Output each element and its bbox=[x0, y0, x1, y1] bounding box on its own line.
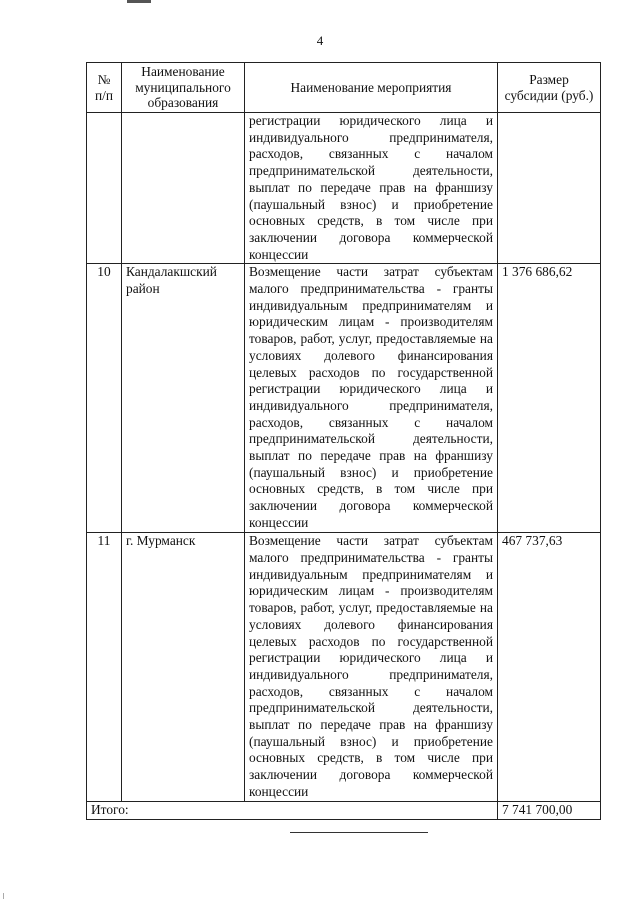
header-amount: Размер субсидии (руб.) bbox=[498, 63, 601, 113]
table-header-row bbox=[87, 63, 601, 113]
scan-mark bbox=[3, 893, 8, 899]
row-activity: Возмещение части затрат субъектам малого предпринимательства - гранты индивидуальным предпринимателям и юридическим лицам - производителям товаров, работ, услуг, предоставляемые на условиях долевого финансирования целевых расходов по государственной регистрации юридического лица и индивидуального предпринимателя, расходов, связанных с началом предпринимательской деятельности, выплат по передаче прав на франшизу (паушальный взнос) и приобретение основных средств, в том числе при заключении договора коммерческой концессии bbox=[245, 533, 498, 802]
row-amount bbox=[498, 113, 601, 264]
table-row bbox=[87, 264, 601, 533]
end-divider bbox=[290, 832, 428, 833]
row-municipality bbox=[122, 113, 245, 264]
row-amount: 467 737,63 bbox=[498, 533, 601, 802]
total-amount: 7 741 700,00 bbox=[498, 802, 601, 820]
header-num: № п/п bbox=[87, 63, 122, 113]
row-municipality: г. Мурманск bbox=[122, 533, 245, 802]
row-num: 10 bbox=[87, 264, 122, 533]
table-row bbox=[87, 533, 601, 802]
page-number: 4 bbox=[316, 33, 324, 48]
total-label: Итого: bbox=[87, 802, 498, 820]
row-num: 11 bbox=[87, 533, 122, 802]
subsidy-table bbox=[86, 62, 601, 820]
row-amount: 1 376 686,62 bbox=[498, 264, 601, 533]
header-municipality: Наименование муниципального образования bbox=[122, 63, 245, 113]
row-activity: Возмещение части затрат субъектам малого предпринимательства - гранты индивидуальным предпринимателям и юридическим лицам - производителям товаров, работ, услуг, предоставляемые на условиях долевого финансирования целевых расходов по государственной регистрации юридического лица и индивидуального предпринимателя, расходов, связанных с началом предпринимательской деятельности, выплат по передаче прав на франшизу (паушальный взнос) и приобретение основных средств, в том числе при заключении договора коммерческой концессии bbox=[245, 264, 498, 533]
table-row-continuation bbox=[87, 113, 601, 264]
row-municipality: Кандалакшский район bbox=[122, 264, 245, 533]
header-activity: Наименование мероприятия bbox=[245, 63, 498, 113]
table-total-row bbox=[87, 802, 601, 820]
row-num bbox=[87, 113, 122, 264]
scan-mark bbox=[127, 0, 151, 3]
row-activity: регистрации юридического лица и индивидуального предпринимателя, расходов, связанных с началом предпринимательской деятельности, выплат по передаче прав на франшизу (паушальный взнос) и приобретение основных средств, в том числе при заключении договора коммерческой концессии bbox=[245, 113, 498, 264]
